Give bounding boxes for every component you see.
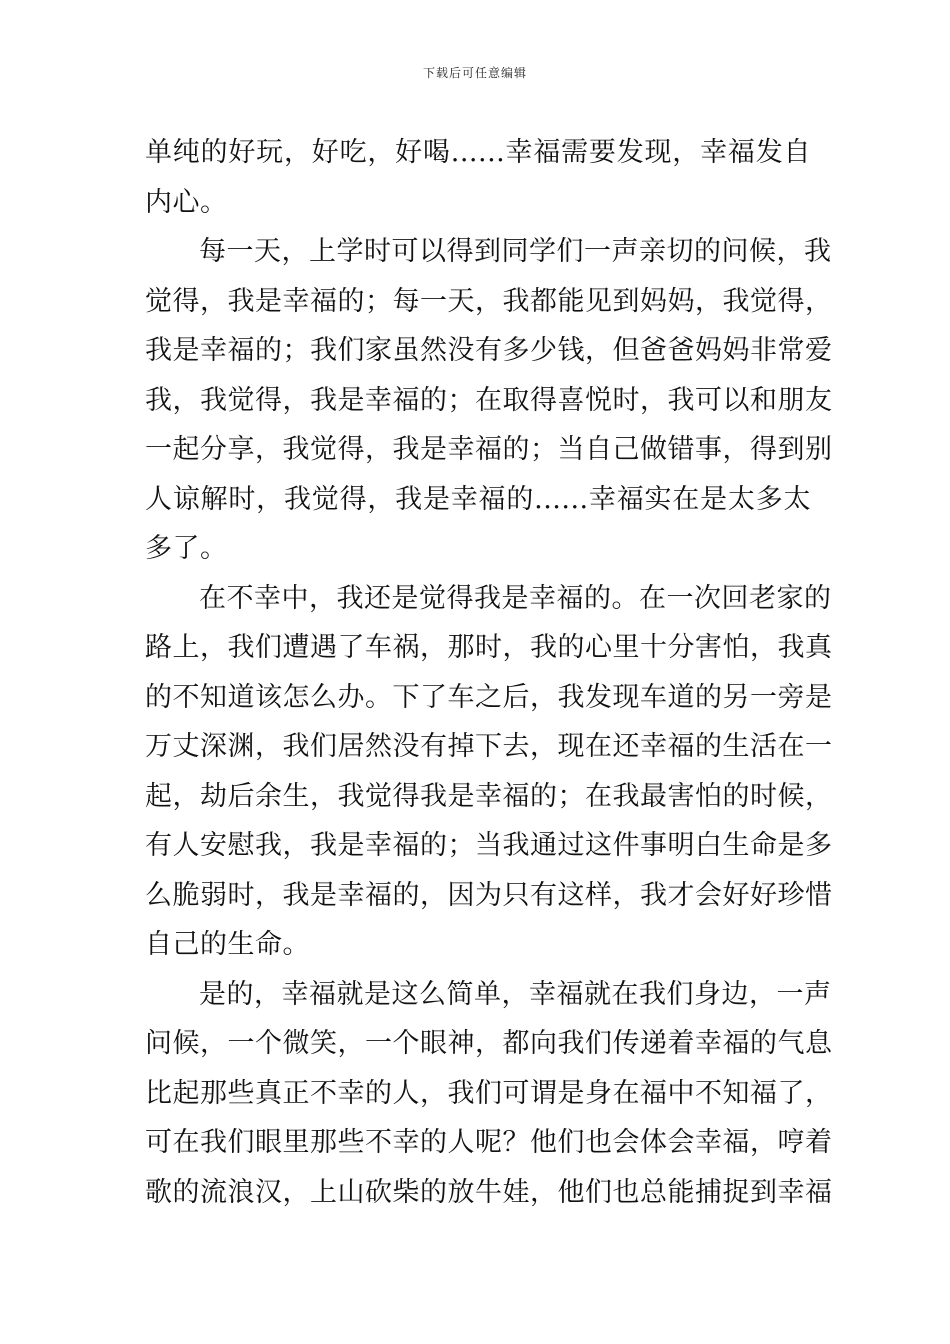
text-line: 内心。: [145, 186, 228, 218]
text-line: 一起分享，我觉得，我是幸福的；当自己做错事，得到别: [145, 434, 833, 465]
text-line: 起，劫后余生，我觉得我是幸福的；在我最害怕的时候，: [145, 780, 833, 812]
text-line: 的不知道该怎么办。下了车之后，我发现车道的另一旁是: [145, 681, 833, 713]
text-line: 么脆弱时，我是幸福的，因为只有这样，我才会好好珍惜: [145, 879, 833, 911]
text-line: 路上，我们遭遇了车祸，那时，我的心里十分害怕，我真: [145, 632, 833, 663]
text-line: 我是幸福的；我们家虽然没有多少钱，但爸爸妈妈非常爱: [145, 335, 833, 366]
text-line: 觉得，我是幸福的；每一天，我都能见到妈妈，我觉得，: [145, 285, 833, 317]
text-line: 歌的流浪汉，上山砍柴的放牛娃，他们也总能捕捉到幸福: [145, 1176, 833, 1208]
text-line: 我，我觉得，我是幸福的；在取得喜悦时，我可以和朋友: [145, 384, 833, 416]
text-line: 人谅解时，我觉得，我是幸福的......幸福实在是太多太: [145, 483, 811, 515]
page-header: 下载后可任意编辑: [422, 66, 527, 80]
text-line: 有人安慰我，我是幸福的；当我通过这件事明白生命是多: [145, 830, 833, 861]
text-line: 可在我们眼里那些不幸的人呢？他们也会体会幸福，哼着: [145, 1127, 833, 1158]
text-line: 单纯的好玩，好吃，好喝......幸福需要发现，幸福发自: [145, 137, 811, 168]
text-line: 万丈深渊，我们居然没有掉下去，现在还幸福的生活在一: [145, 731, 833, 762]
text-line: 比起那些真正不幸的人，我们可谓是身在福中不知福了，: [145, 1077, 833, 1109]
text-line: 是的，幸福就是这么简单，幸福就在我们身边，一声: [199, 978, 832, 1010]
text-line: 每一天，上学时可以得到同学们一声亲切的问候，我: [199, 236, 832, 267]
essay-body: [145, 128, 833, 1217]
text-line: 自己的生命。: [145, 929, 310, 960]
text-line: 在不幸中，我还是觉得我是幸福的。在一次回老家的: [199, 582, 832, 614]
text-line: 多了。: [145, 533, 228, 564]
text-line: 问候，一个微笑，一个眼神，都向我们传递着幸福的气息: [145, 1028, 833, 1059]
